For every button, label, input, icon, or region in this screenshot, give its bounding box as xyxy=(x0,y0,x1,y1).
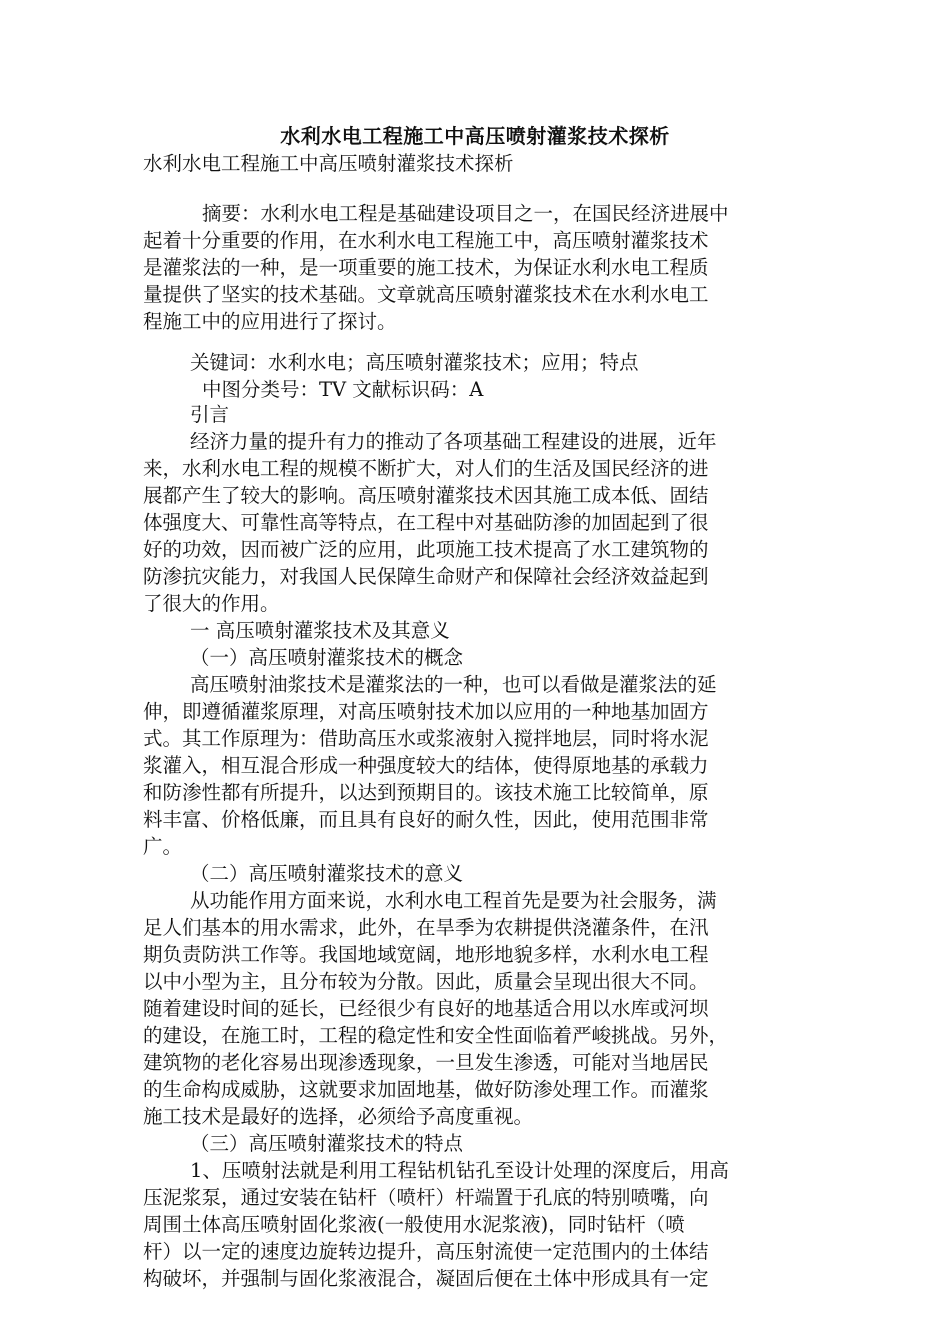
section-heading: 引言 xyxy=(190,403,230,426)
abstract-line: 摘要：水利水电工程是基础建设项目之一，在国民经济进展中 xyxy=(202,202,729,225)
paragraph-line: 广。 xyxy=(143,835,183,858)
paragraph-line: 浆灌入，相互混合形成一种强度较大的结体，使得原地基的承载力 xyxy=(143,754,709,777)
paragraph-line: 以中小型为主，且分布较为分散。因此，质量会呈现出很大不同。 xyxy=(143,970,709,993)
paragraph-line: 建筑物的老化容易出现渗透现象，一旦发生渗透，可能对当地居民 xyxy=(143,1051,709,1074)
subsection-heading: （一）高压喷射灌浆技术的概念 xyxy=(190,646,464,669)
paragraph-line: 施工技术是最好的选择，必须给予高度重视。 xyxy=(143,1105,534,1128)
paragraph-line: 1、压喷射法就是利用工程钻机钻孔至设计处理的深度后，用高 xyxy=(190,1159,729,1182)
paragraph-line: 来，水利水电工程的规模不断扩大，对人们的生活及国民经济的进 xyxy=(143,457,709,480)
paragraph-line: 式。其工作原理为：借助高压水或浆液射入搅拌地层，同时将水泥 xyxy=(143,727,709,750)
paragraph-line: 期负责防洪工作等。我国地域宽阔，地形地貌多样，水利水电工程 xyxy=(143,943,709,966)
paragraph-line: 好的功效，因而被广泛的应用，此项施工技术提高了水工建筑物的 xyxy=(143,538,709,561)
paragraph-line: 和防渗性都有所提升，以达到预期目的。该技术施工比较简单，原 xyxy=(143,781,709,804)
paragraph-line: 杆）以一定的速度边旋转边提升，高压射流使一定范围内的土体结 xyxy=(143,1240,709,1263)
paragraph-line: 足人们基本的用水需求，此外，在旱季为农耕提供浇灌条件，在汛 xyxy=(143,916,709,939)
abstract-line: 是灌浆法的一种，是一项重要的施工技术，为保证水利水电工程质 xyxy=(143,256,709,279)
classification-line: 中图分类号：TV 文献标识码：A xyxy=(202,378,484,401)
abstract-line: 量提供了坚实的技术基础。文章就高压喷射灌浆技术在水利水电工 xyxy=(143,283,709,306)
paragraph-line: 了很大的作用。 xyxy=(143,592,280,615)
subtitle-line: 水利水电工程施工中高压喷射灌浆技术探析 xyxy=(143,152,514,175)
paragraph-line: 随着建设时间的延长，已经很少有良好的地基适合用以水库或河坝 xyxy=(143,997,709,1020)
subsection-heading: （二）高压喷射灌浆技术的意义 xyxy=(190,862,464,885)
paragraph-line: 的建设，在施工时，工程的稳定性和安全性面临着严峻挑战。另外， xyxy=(143,1024,729,1047)
paragraph-line: 压泥浆泵，通过安装在钻杆（喷杆）杆端置于孔底的特别喷嘴，向 xyxy=(143,1186,709,1209)
document-title: 水利水电工程施工中高压喷射灌浆技术探析 xyxy=(280,124,670,148)
keywords-line: 关键词：水利水电；高压喷射灌浆技术；应用；特点 xyxy=(190,351,639,374)
paragraph-line: 防渗抗灾能力，对我国人民保障生命财产和保障社会经济效益起到 xyxy=(143,565,709,588)
paragraph-line: 伸，即遵循灌浆原理，对高压喷射技术加以应用的一种地基加固方 xyxy=(143,700,709,723)
paragraph-line: 从功能作用方面来说，水利水电工程首先是要为社会服务，满 xyxy=(190,889,717,912)
paragraph-line: 高压喷射油浆技术是灌浆法的一种，也可以看做是灌浆法的延 xyxy=(190,673,717,696)
paragraph-line: 展都产生了较大的影响。高压喷射灌浆技术因其施工成本低、固结 xyxy=(143,484,709,507)
paragraph-line: 体强度大、可靠性高等特点，在工程中对基础防渗的加固起到了很 xyxy=(143,511,709,534)
subsection-heading: （三）高压喷射灌浆技术的特点 xyxy=(190,1132,464,1155)
paragraph-line: 经济力量的提升有力的推动了各项基础工程建设的进展，近年 xyxy=(190,430,717,453)
paragraph-line: 的生命构成威胁，这就要求加固地基，做好防渗处理工作。而灌浆 xyxy=(143,1078,709,1101)
paragraph-line: 周围土体高压喷射固化浆液(一般使用水泥浆液)，同时钻杆（喷 xyxy=(143,1213,685,1236)
abstract-line: 程施工中的应用进行了探讨。 xyxy=(143,310,397,333)
section-heading: 一 高压喷射灌浆技术及其意义 xyxy=(190,619,450,642)
paragraph-line: 料丰富、价格低廉，而且具有良好的耐久性，因此，使用范围非常 xyxy=(143,808,709,831)
paragraph-line: 构破坏，并强制与固化浆液混合，凝固后便在土体中形成具有一定 xyxy=(143,1267,709,1290)
abstract-line: 起着十分重要的作用，在水利水电工程施工中，高压喷射灌浆技术 xyxy=(143,229,709,252)
